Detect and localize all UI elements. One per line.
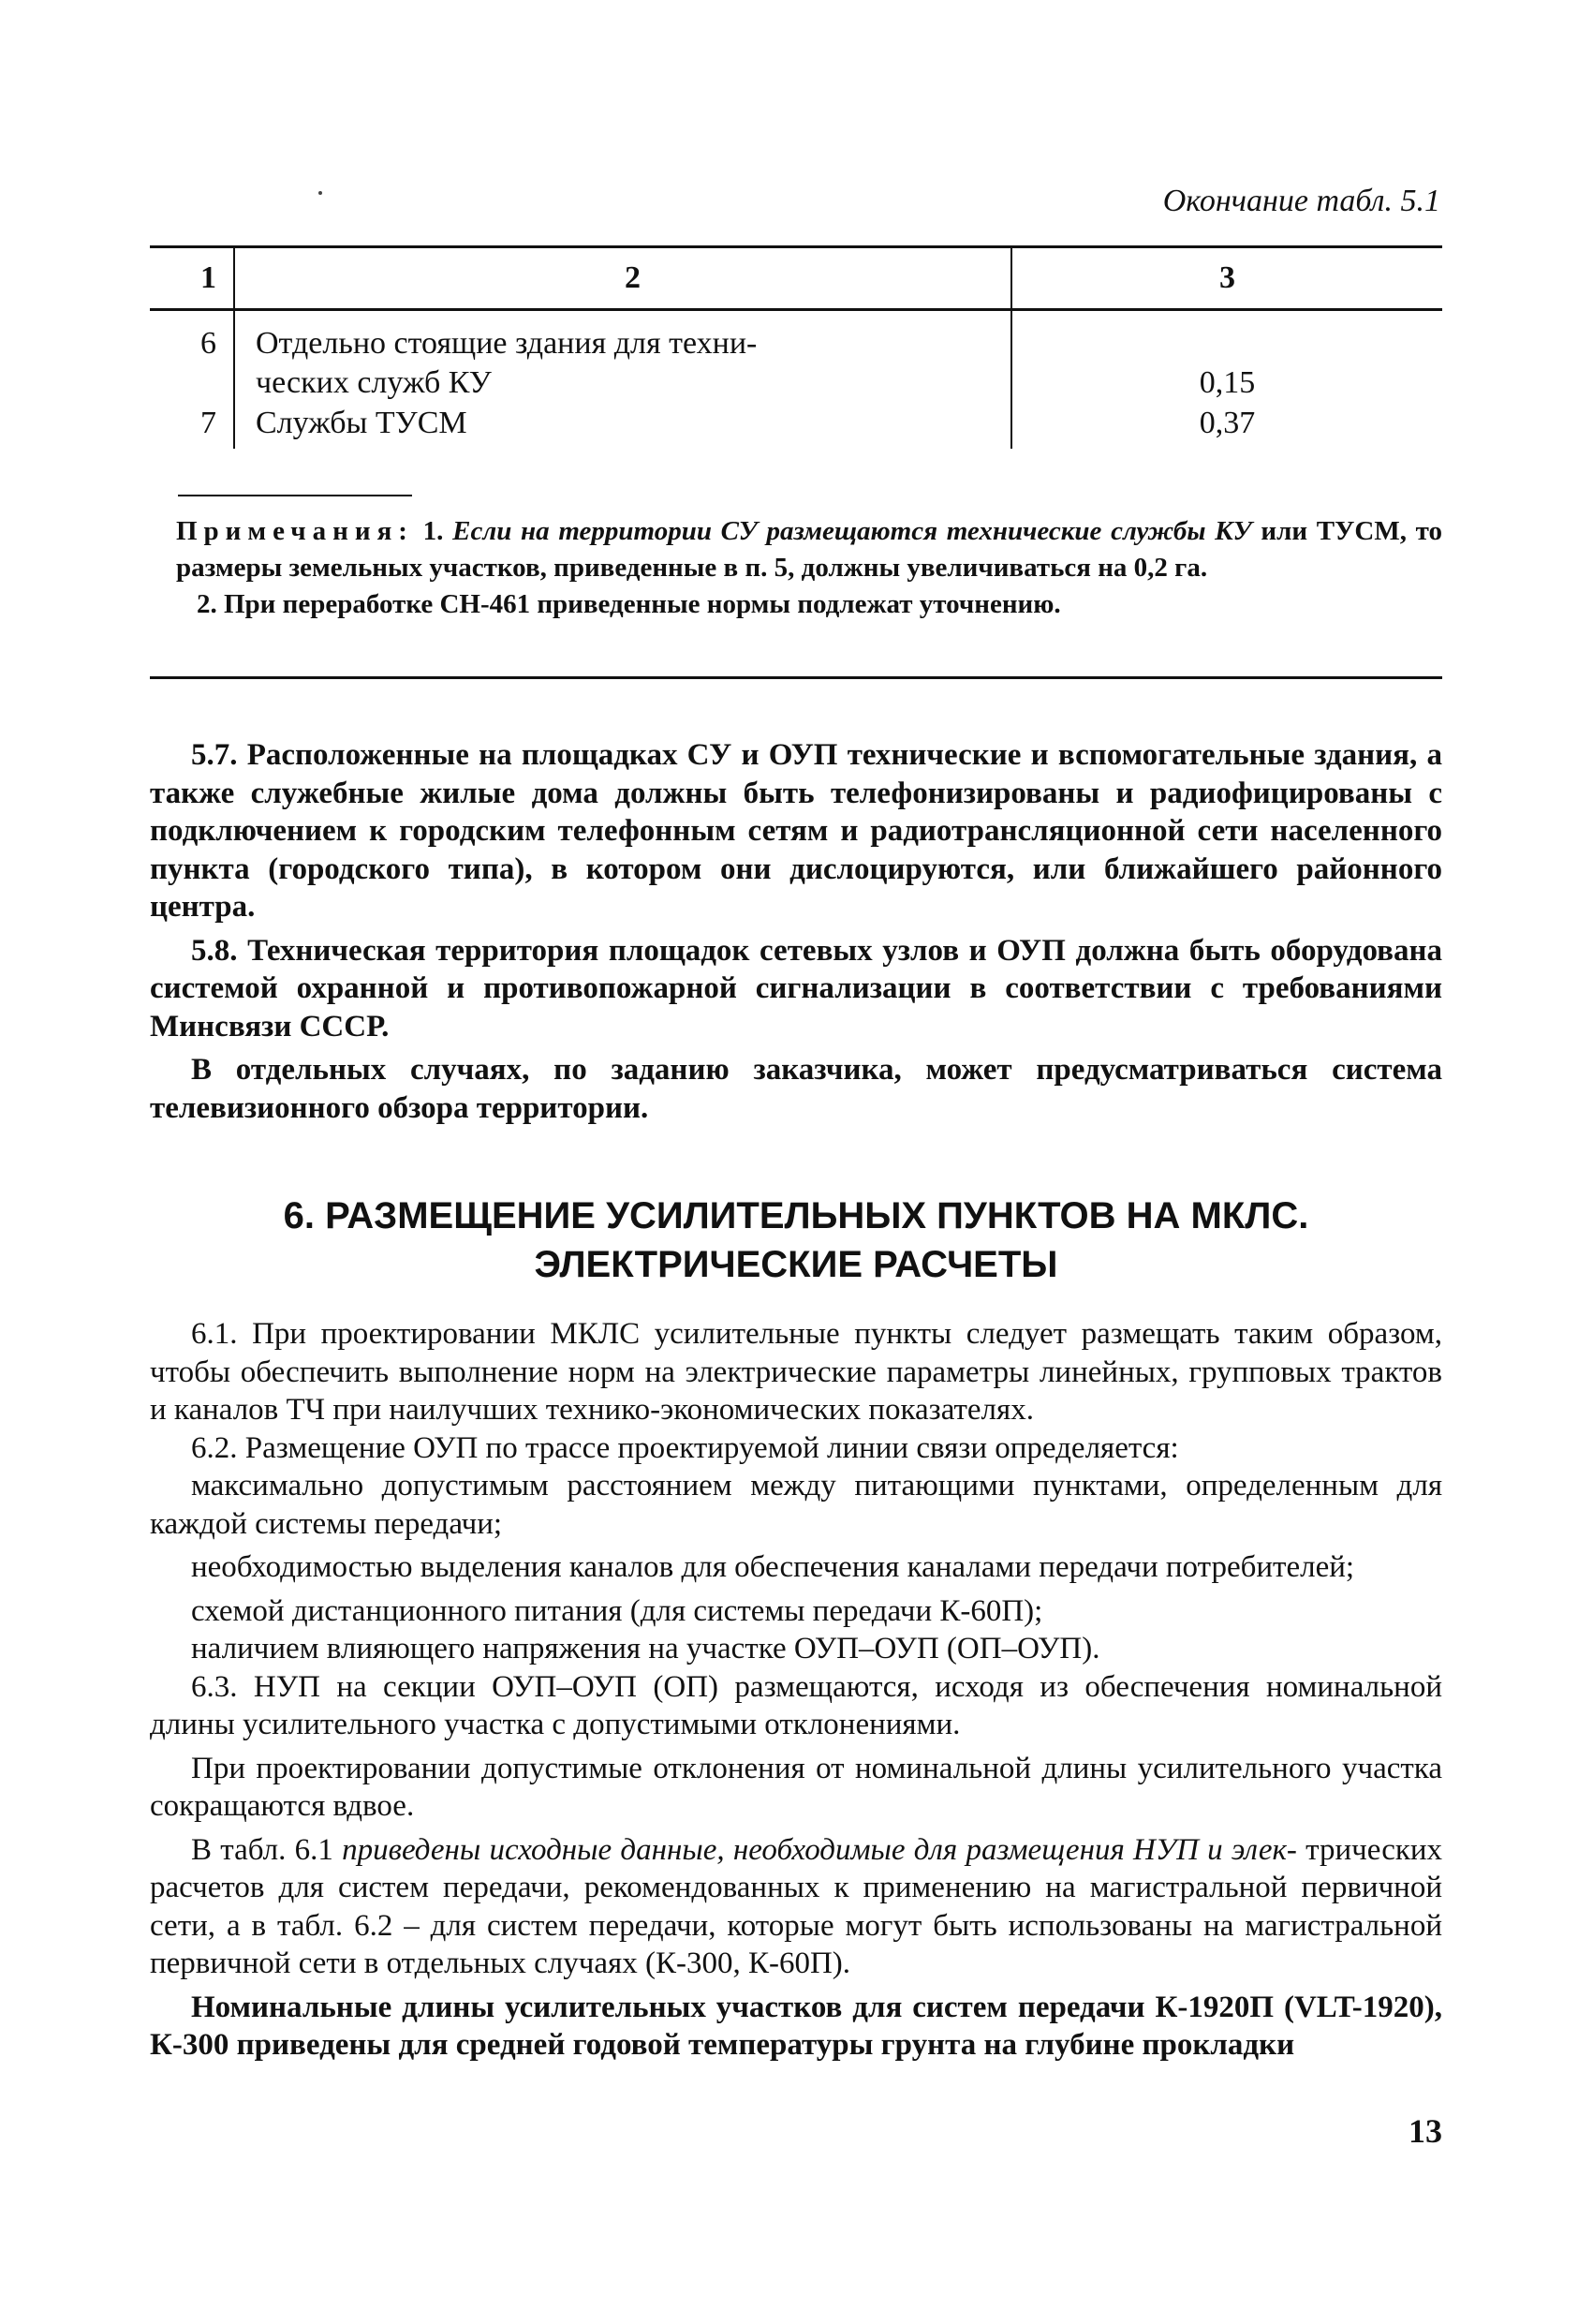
table-header-col3: 3 bbox=[1011, 247, 1442, 310]
section-6-body bbox=[150, 1315, 1442, 2065]
paragraph: 6.2. Размещение ОУП по трассе проектируемой линии связи определяется: bbox=[191, 1430, 1179, 1465]
paragraph: 6.1. При проектировании МКЛС усилительные пункты следует размещать таким образом, чтобы обеспечить выполнение норм на электрические параметры линейных, групповых трактов и каналов ТЧ при наилучших технико-экономических показателях. bbox=[150, 1317, 1442, 1427]
scan-speck bbox=[318, 191, 322, 195]
section-heading-line: ЭЛЕКТРИЧЕСКИЕ РАСЧЕТЫ bbox=[534, 1244, 1058, 1285]
row-text bbox=[234, 404, 1011, 449]
section-heading bbox=[150, 1192, 1442, 1289]
table-row bbox=[150, 310, 1442, 405]
note-1-number: 1. bbox=[422, 516, 444, 546]
paragraph: максимально допустимым расстоянием между питающими пунктами, определенным для каждой системы передачи; bbox=[150, 1469, 1442, 1541]
clauses-5-7-5-8 bbox=[150, 736, 1442, 1127]
notes-label: Примечания: bbox=[176, 516, 414, 546]
paragraph: В отдельных случаях, по заданию заказчика, может предусматриваться система телевизионного обзора территории. bbox=[150, 1053, 1442, 1125]
row-text-line: Службы ТУСМ bbox=[256, 406, 467, 440]
paragraph: 5.8. Техническая территория площадок сетевых узлов и ОУП должна быть оборудована системой охранной и противопожарной сигнализации в соответствии с требованиями Минсвязи СССР. bbox=[150, 933, 1442, 1044]
row-value: 0,15 bbox=[1199, 365, 1256, 400]
row-value: 0,37 bbox=[1011, 404, 1442, 449]
table-notes bbox=[176, 513, 1442, 623]
paragraph: схемой дистанционного питания (для системы передачи К-60П); bbox=[191, 1593, 1043, 1628]
paragraph: 5.7. Расположенные на площадках СУ и ОУП технические и вспомогательные здания, а также служебные жилые дома должны быть телефонизированы и радиофицированы с подключением к городским телефонным сетям и радиотрансляционной сети населенного пункта (городского типа), в котором они дислоцируются, или ближайшего районного центра. bbox=[150, 738, 1442, 924]
section-heading-line: 6. РАЗМЕЩЕНИЕ УСИЛИТЕЛЬНЫХ ПУНКТОВ НА МКЛС. bbox=[283, 1195, 1309, 1236]
paragraph: наличием влияющего напряжения на участке ОУП–ОУП (ОП–ОУП). bbox=[191, 1632, 1100, 1665]
table-row bbox=[150, 404, 1442, 449]
paragraph: При проектировании допустимые отклонения от номинальной длины усилительного участка сокращаются вдвое. bbox=[150, 1751, 1442, 1823]
row-value-cell bbox=[1011, 310, 1442, 405]
paragraph: Номинальные длины усилительных участков для систем передачи К-1920П (VLT-1920), К-300 приведены для средней годовой температуры грунта на глубине прокладки bbox=[150, 1990, 1442, 2062]
note-2: 2. При переработке СН-461 приведенные нормы подлежат уточнению. bbox=[197, 589, 1061, 619]
paragraph: 6.3. НУП на секции ОУП–ОУП (ОП) размещаются, исходя из обеспечения номинальной длины усилительного участка с допустимыми отклонениями. bbox=[150, 1669, 1442, 1741]
row-text-line: ческих служб КУ bbox=[256, 365, 492, 400]
paragraph-lead: В табл. 6.1 bbox=[191, 1832, 333, 1867]
page-number: 13 bbox=[1409, 2112, 1442, 2150]
paragraph-italic: приведены исходные данные, необходимые для размещения НУП и элек- bbox=[342, 1832, 1297, 1867]
paragraph-text: трических расчетов для систем передачи, рекомендованных к применению на магистральной первичной сети, а в табл. 6.2 – для систем передачи, которые могут быть использованы на магистральной первичной сети в отдельных случаях (К-300, К-60П). bbox=[150, 1832, 1443, 1980]
row-number: 6 bbox=[200, 326, 216, 361]
table-caption: Окончание табл. 5.1 bbox=[1162, 184, 1440, 218]
row-number: 7 bbox=[200, 406, 216, 440]
paragraph: необходимостью выделения каналов для обеспечения каналами передачи потребителей; bbox=[191, 1550, 1355, 1584]
table-header-col1: 1 bbox=[150, 247, 234, 310]
row-text-line: Отдельно стоящие здания для техни- bbox=[256, 326, 758, 361]
table-5-1-end bbox=[150, 245, 1442, 449]
paragraph bbox=[150, 1831, 1442, 1983]
row-text bbox=[234, 310, 1011, 405]
note-1-italic: Если на территории СУ размещаются технические службы КУ bbox=[452, 516, 1252, 546]
notes-divider bbox=[178, 495, 412, 496]
note-1 bbox=[176, 513, 1442, 586]
table-header-col2: 2 bbox=[234, 247, 1011, 310]
note-1-text: или ТУСМ, то размеры земельных участков, приведенные в п. 5, должны увеличиваться на 0,2 га. bbox=[176, 516, 1443, 583]
section-divider bbox=[150, 676, 1442, 679]
